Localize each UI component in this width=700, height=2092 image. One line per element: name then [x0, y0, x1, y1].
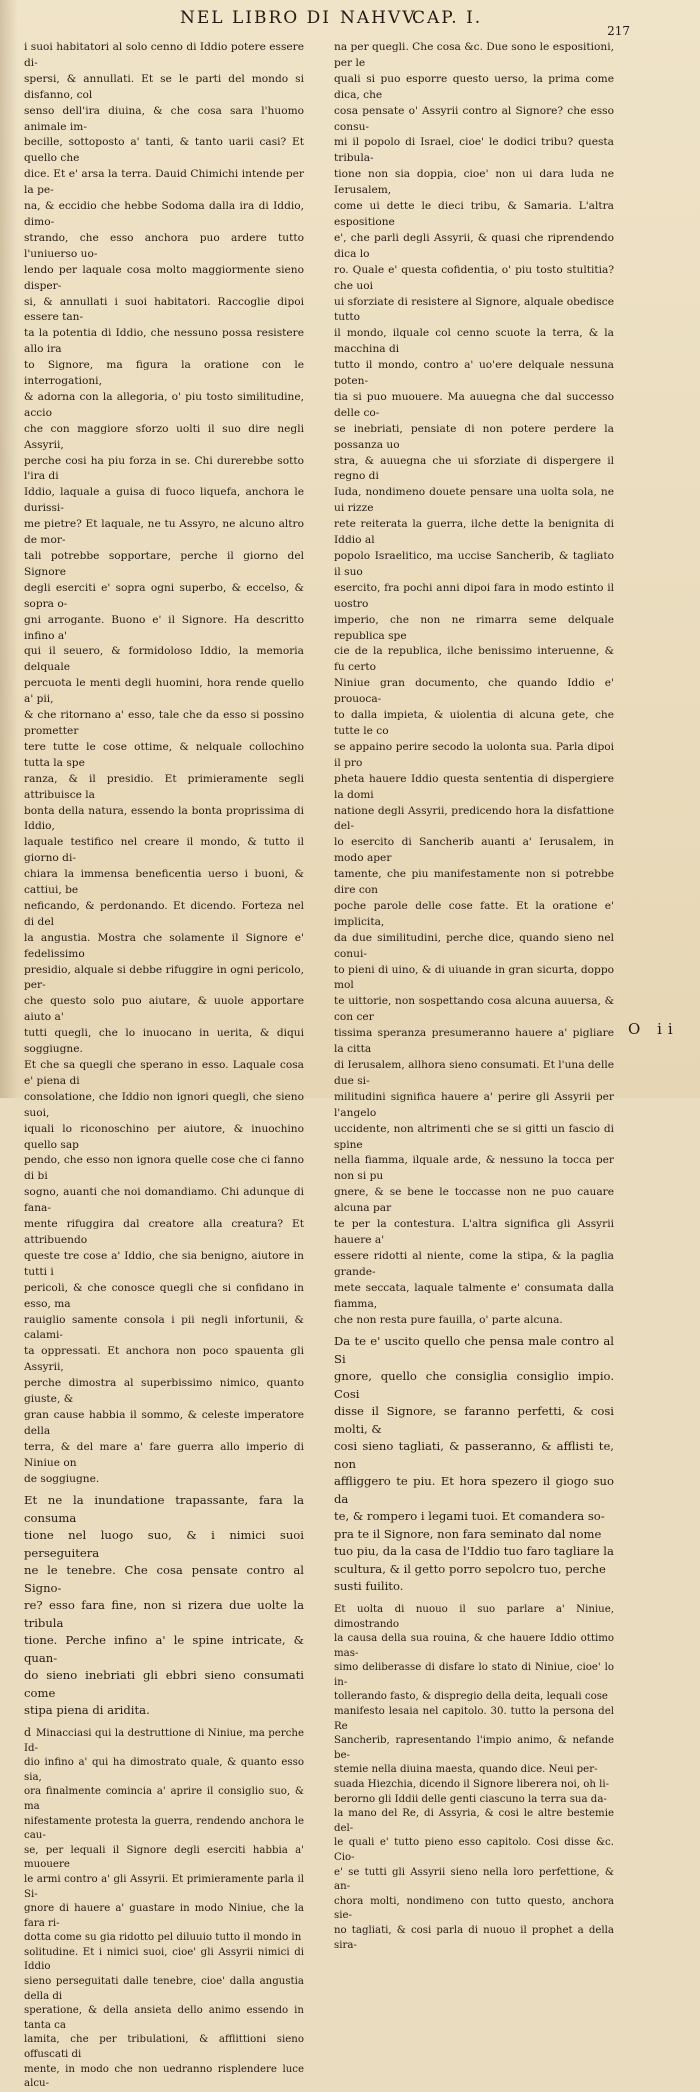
running-head-right: CAP. I.	[412, 8, 483, 28]
gutter-shadow	[0, 0, 18, 1098]
commentary-paragraph	[24, 1727, 304, 2092]
running-head-center: NAHVV.	[340, 8, 421, 28]
initial-letter: d	[24, 1725, 32, 1739]
left-column	[24, 40, 304, 2090]
commentary-paragraph: na per quegli. Che cosa &c. Due sono le espositioni, per le quali si puo esporre questo uerso, la prima come dica, che cosa pensate o' Assyrii contro al Signore? che esso consu- mi il popolo di Israel, cioe' le dodici tribu? questa tribula- tione non sia doppia, cioe' non ui dara luda ne Ierusalem, come ui dette le dieci tribu, & Samaria. L'altra espositione e', che parli degli Assyrii, & quasi che riprendendo dica lo ro. Quale e' questa cofidentia, o' piu tosto stultitia? che uoi ui sforziate di resistere al Signore, alquale obedisce tutto il mondo, ilquale col cenno scuote la terra, & la macchina di tutto il mondo, contro a' uo'ere delquale nessuna poten- tia si puo muouere. Ma auuegna che dal successo delle co- se inebriati, pensiate di non potere perdere la possanza uo stra, & auuegna che ui sforziate di dispergere il regno di Iuda, nondimeno douete pensare una uolta sola, ne ui rizze rete reiterata la guerra, ilche dette la benignita di Iddio al popolo Israelitico, ma uccise Sancherib, & tagliato il suo esercito, fra pochi anni dipoi fara in modo estinto il uostro imperio, che non ne rimarra seme delquale republica spe cie de la republica, ilche benissimo interuenne, & fu certo Niniue gran documento, che quando Iddio e' prouoca- to dalla impieta, & uiolentia di alcuna gete, che tutte le co se appaino perire secodo la uolonta sua. Parla dipoi il pro pheta hauere Iddio questa sententia di dispergiere la domi natione degli Assyrii, predicendo hora la disfattione del- lo esercito di Sancherib auanti a' Ierusalem, in modo aper tamente, che piu manifestamente non si potrebbe dire con poche parole delle cose fatte. Et la oratione e' implicita, da due similitudini, perche dice, quando sieno nel conui- to pieni di uino, & di uiuande in gran sicurta, doppo mol te uittorie, non sospettando cosa alcuna auuersa, & con cer tissima speranza presumeranno hauere a' pigliare la citta di Ierusalem, allhora sieno consumati. Et l'una delle due si- militudini significa hauere a' perire gli Assyrii per l'angelo uccidente, non altrimenti che se si gitti un fascio di spine nella fiamma, ilquale arde, & nessuno la tocca per non si pu gnere, & se bene le toccasse non ne puo cauare alcuna par te per la contestura. L'altra significa gli Assyrii hauere a' essere ridotti al niente, come la stipa, & la paglia grande- mete seccata, laquale talmente e' consumata dalla fiamma, che non resta pure fauilla, o' parte alcuna.	[334, 41, 614, 1326]
right-column	[334, 40, 614, 1951]
running-head	[150, 8, 620, 30]
commentary-paragraph: i suoi habitatori al solo cenno di Iddio potere essere di- spersi, & annullati. Et se le parti del mondo si disfanno, col senso dell'ira diuina, & che cosa sara l'huomo animale im- becille, sottoposto a' tanti, & tanto uarii casi? Et quello che dice. Et e' arsa la terra. Dauid Chimichi intende per la pe- na, & eccidio che hebbe Sodoma dalla ira di Iddio, dimo- strando, che esso anchora puo ardere tutto l'uniuerso uo- lendo per laquale cosa molto maggiormente sieno disper- si, & annullati i suoi habitatori. Raccoglie dipoi essere tan- ta la potentia di Iddio, che nessuno possa resistere allo ira to Signore, ma figura la oratione con le interrogationi, & adorna con la allegoria, o' piu tosto similitudine, accio che con maggiore sforzo uolti il suo dire negli Assyrii, perche cosi ha piu forza in se. Chi durerebbe sotto l'ira di Iddio, laquale a guisa di fuoco liquefa, anchora le durissi- me pietre? Et laquale, ne tu Assyro, ne alcuno altro de mor- tali potrebbe sopportare, perche il giorno del Signore degli eserciti e' sopra ogni superbo, & eccelso, & sopra o- gni arrogante. Buono e' il Signore. Ha descritto infino a' qui il seuero, & formidoloso Iddio, la memoria delquale percuota le menti degli huomini, hora rende quello a' pii, & che ritornano a' esso, tale che da esso si possino prometter tere tutte le cose ottime, & nelquale collochino tutta la spe ranza, & il presidio. Et primieramente segli attribuisce la bonta della natura, essendo la bonta proprissima di Iddio, laquale testifico nel creare il mondo, & tutto il giorno di- chiara la immensa beneficentia uerso i buoni, & cattiui, be neficando, & perdonando. Et dicendo. Forteza nel di del la angustia. Mostra che solamente il Signore e' fedelissimo presidio, alquale si debbe rifuggire in ogni pericolo, per- che questo solo puo aiutare, & uuole apportare aiuto a' tutti quegli, che lo inuocano in uerita, & diqui soggiugne. Et che sa quegli che sperano in esso. Laquale cosa e' piena di consolatione, che Iddio non ignori quegli, che sieno suoi, iquali lo riconoschino per aiutore, & inuochino quello sap pendo, che esso non ignora quelle cose che ci fanno di bi sogno, auanti che noi domandiamo. Chi adunque di fana- mente rifuggira dal creatore alla creatura? Et attribuendo queste tre cose a' Iddio, che sia benigno, aiutore in tutti i pericoli, & che conosce quegli che si confidano in esso, ma rauiglio samente consola i pii negli infortunii, & calami- ta oppressati. Et anchora non poco spauenta gli Assyrii, perche dimostra al superbissimo nimico, quanto giuste, & gran cause habbia il sommo, & celeste imperatore della terra, & del mare a' fare guerra allo imperio di Niniue on de soggiugne.	[24, 41, 304, 1485]
page-number: 217	[607, 24, 630, 38]
signature-mark: O ii	[628, 1020, 679, 1038]
scripture-passage: Da te e' uscito quello che pensa male contro al Si gnore, quello che consiglia consiglio impio. Cosi disse il Signore, se faranno perfetti, & cosi molti, & cosi sieno tagliati, & passeranno, & afflisti te, non affliggero te piu. Et hora spezero il giogo suo da te, & rompero i legami tuoi. Et comandera so- pra te il Signore, non fara seminato dal nome tuo piu, da la casa de l'Iddio tuo faro tagliare la scultura, & il getto porro sepolcro tuo, perche susti fuilito.	[334, 1334, 614, 1594]
commentary-paragraph: Et uolta di nuouo il suo parlare a' Niniue, dimostrando la causa della sua rouina, & che hauere Iddio ottimo mas- simo deliberasse di disfare lo stato di Niniue, cioe' lo in- tollerando fasto, & dispregio della deita, lequali cose manifesto lesaia nel capitolo. 30. tutto la persona del Re Sancherib, rapresentando l'impio animo, & nefande be- stemie nella diuina maesta, quando dice. Neui per- suada Hiezchia, dicendo il Signore liberera noi, oh li- berorno gli Iddii delle genti ciascuno la terra sua da- la mano del Re, di Assyria, & cosi le altre bestemie del- le quali e' tutto pieno esso capitolo. Cosi disse &c. Cio- e' se tutti gli Assyrii sieno nella loro perfettione, & an- chora molti, nondimeno con tutto questo, anchora sie- no tagliati, & cosi parla di nuouo il prophet a della sira-	[334, 1603, 614, 1951]
running-head-left: NEL LIBRO DI	[180, 8, 331, 28]
paragraph-text: Minacciasi qui la destruttione di Niniue, ma perche Id- dio infino a' qui ha dimostrato quale, & quanto esso sia, ora finalmente comincia a' aprire il consiglio suo, & ma nifestamente protesta la guerra, rendendo anchora le cau- se, per lequali il Signore degli eserciti habbia a' muouere le armi contro a' gli Assyrii. Et primieramente parla il Si- gnore di hauere a' guastare in modo Niniue, che la fara ri- dotta come su gia ridotto pel diluuio tutto il mondo in solitudine. Et i nimici suoi, cioe' gli Assyrii nimici di Iddio sieno perseguitati dalle tenebre, cioe' dalla angustia della di speratione, & della ansieta dello animo essendo in tanta ca lamita, che per tribulationi, & afflittioni sieno offuscati di mente, in modo che non uedranno risplendere luce alcu-	[24, 1727, 304, 2090]
scripture-passage: Et ne la inundatione trapassante, fara la consuma tione nel luogo suo, & i nimici suoi perseguitera ne le tenebre. Che cosa pensate contro al Signo- re? esso fara fine, non si rizera due uolte la tribula tione. Perche infino a' le spine intricate, & quan- do sieno inebriati gli ebbri sieno consumati come stipa piena di aridita.	[24, 1493, 304, 1718]
